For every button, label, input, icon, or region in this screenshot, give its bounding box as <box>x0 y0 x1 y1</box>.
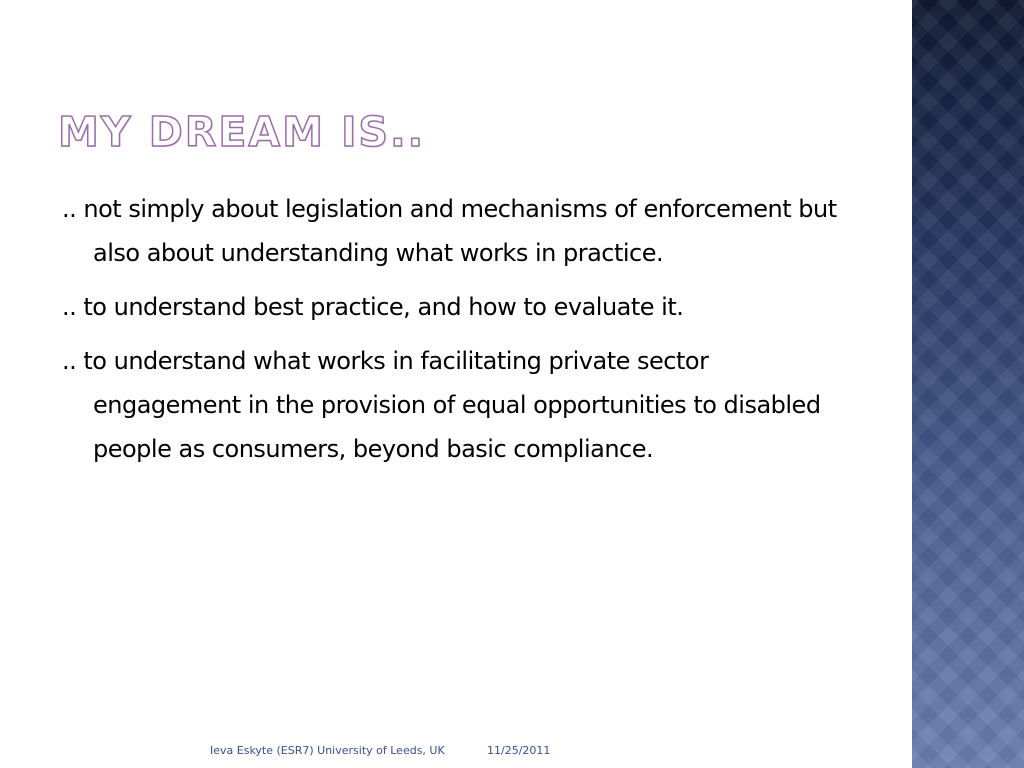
bullet-item: .. not simply about legislation and mechanisms of enforcement but also about understanding what works in practice. <box>62 195 837 267</box>
footer-date: 11/25/2011 <box>487 744 551 757</box>
bullet-list <box>62 187 852 481</box>
decorative-side-band <box>912 0 1024 768</box>
slide-title: MY DREAM IS.. <box>58 108 426 156</box>
bullet-item: .. to understand best practice, and how to evaluate it. <box>62 293 684 321</box>
bullet-item: .. to understand what works in facilitating private sector engagement in the provision of equal opportunities to disabled people as consumers, beyond basic compliance. <box>62 347 821 463</box>
footer-author: Ieva Eskyte (ESR7) University of Leeds, UK <box>210 744 445 757</box>
